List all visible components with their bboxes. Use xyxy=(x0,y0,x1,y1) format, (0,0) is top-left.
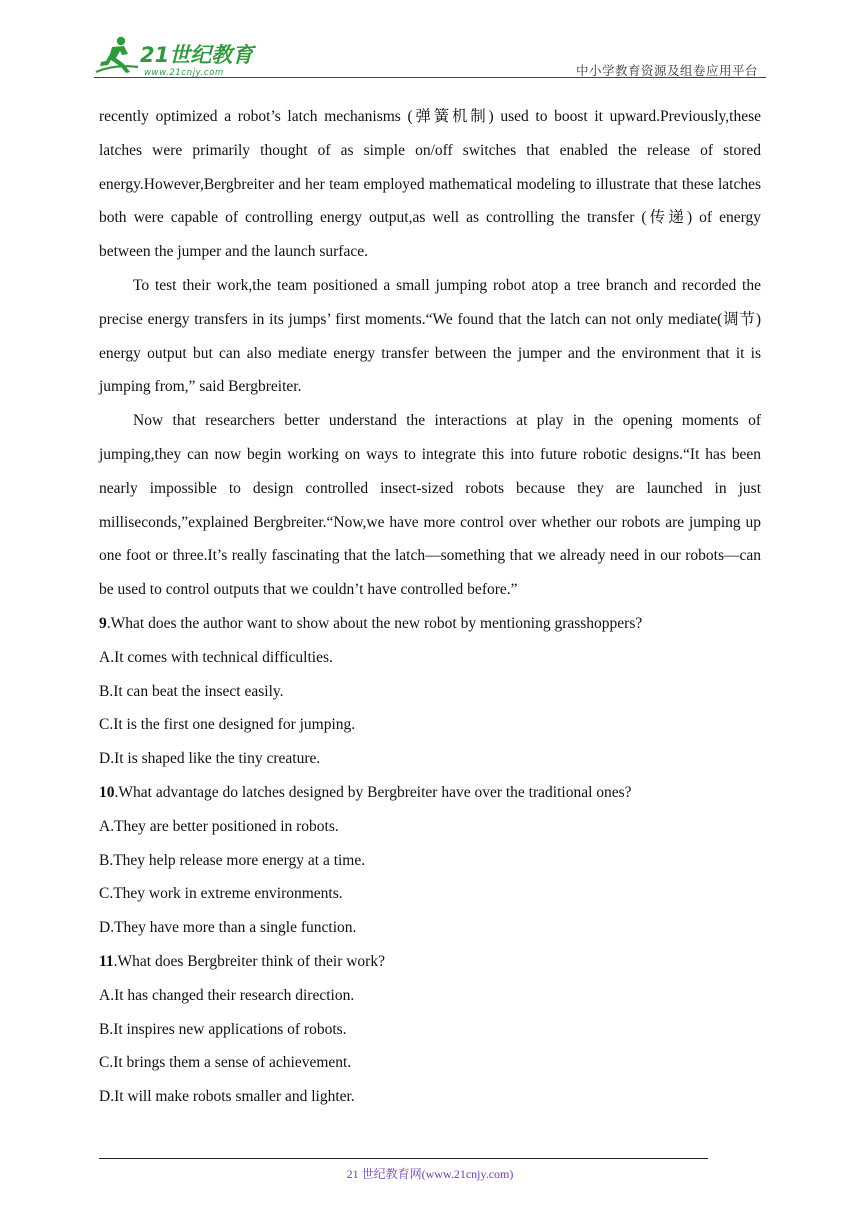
footer-link[interactable]: 21 世纪教育网(www.21cnjy.com) xyxy=(346,1167,514,1181)
paragraph: Now that researchers better understand the interactions at play in the opening moments of jumping,they can now begin working on ways to integrate this into future robotic designs.“It has been nearly impossible to design controlled insect-sized robots because they are launched in just milliseconds,”explained Bergbreiter.“Now,we have more control over whether our robots are jumping up one foot or three.It’s really fascinating that the latch—something that we already need in our robots—can be used to control outputs that we couldn’t have controlled before.” xyxy=(99,412,761,599)
option-b: B.They help release more energy at a time. xyxy=(99,851,366,869)
option-b: B.It inspires new applications of robots. xyxy=(99,1020,347,1038)
option-d: D.They have more than a single function. xyxy=(99,919,357,937)
question-stem: .What does the author want to show about the new robot by mentioning grasshoppers? xyxy=(106,614,643,632)
svg-text:www.21cnjy.com: www.21cnjy.com xyxy=(144,68,224,78)
question-number: 9 xyxy=(99,614,107,632)
option-c: C.It is the first one designed for jumping. xyxy=(99,716,356,734)
footer-divider xyxy=(99,1158,708,1159)
option-a: A.It has changed their research direction. xyxy=(99,986,355,1004)
option-c: C.It brings them a sense of achievement. xyxy=(99,1054,352,1072)
question-stem: .What advantage do latches designed by Bergbreiter have over the traditional ones? xyxy=(114,783,632,801)
option-d: D.It will make robots smaller and lighter. xyxy=(99,1088,355,1106)
question-number: 10 xyxy=(99,783,115,801)
question-stem: .What does Bergbreiter think of their work? xyxy=(113,952,385,970)
question-9 xyxy=(99,607,761,776)
question-11 xyxy=(99,945,761,1114)
site-logo xyxy=(94,34,264,78)
option-a: A.They are better positioned in robots. xyxy=(99,817,339,835)
option-c: C.They work in extreme environments. xyxy=(99,885,343,903)
option-d: D.It is shaped like the tiny creature. xyxy=(99,750,321,768)
page-header xyxy=(94,30,766,80)
paragraph: recently optimized a robot’s latch mechanisms (弹簧机制) used to boost it upward.Previously,these latches were primarily thought of as simple on/off switches that enabled the release of stored energy.However,Bergbreiter and her team employed mathematical modeling to illustrate that these latches both were capable of controlling energy output,as well as controlling the transfer (传递) of energy between the jumper and the launch surface. xyxy=(99,108,761,261)
question-number: 11 xyxy=(99,952,114,970)
question-10 xyxy=(99,776,761,945)
option-a: A.It comes with technical difficulties. xyxy=(99,648,333,666)
option-b: B.It can beat the insect easily. xyxy=(99,682,284,700)
document-body xyxy=(99,100,761,1114)
header-divider xyxy=(94,77,766,78)
svg-text:21世纪教育: 21世纪教育 xyxy=(140,43,254,67)
header-platform-text: 中小学教育资源及组卷应用平台 xyxy=(575,63,758,78)
paragraph: To test their work,the team positioned a small jumping robot atop a tree branch and recorded the precise energy transfers in its jumps’ first moments.“We found that the latch can not only mediate(调节) energy output but can also mediate energy transfer between the jumper and the environment that it is jumping from,” said Bergbreiter. xyxy=(99,276,761,396)
